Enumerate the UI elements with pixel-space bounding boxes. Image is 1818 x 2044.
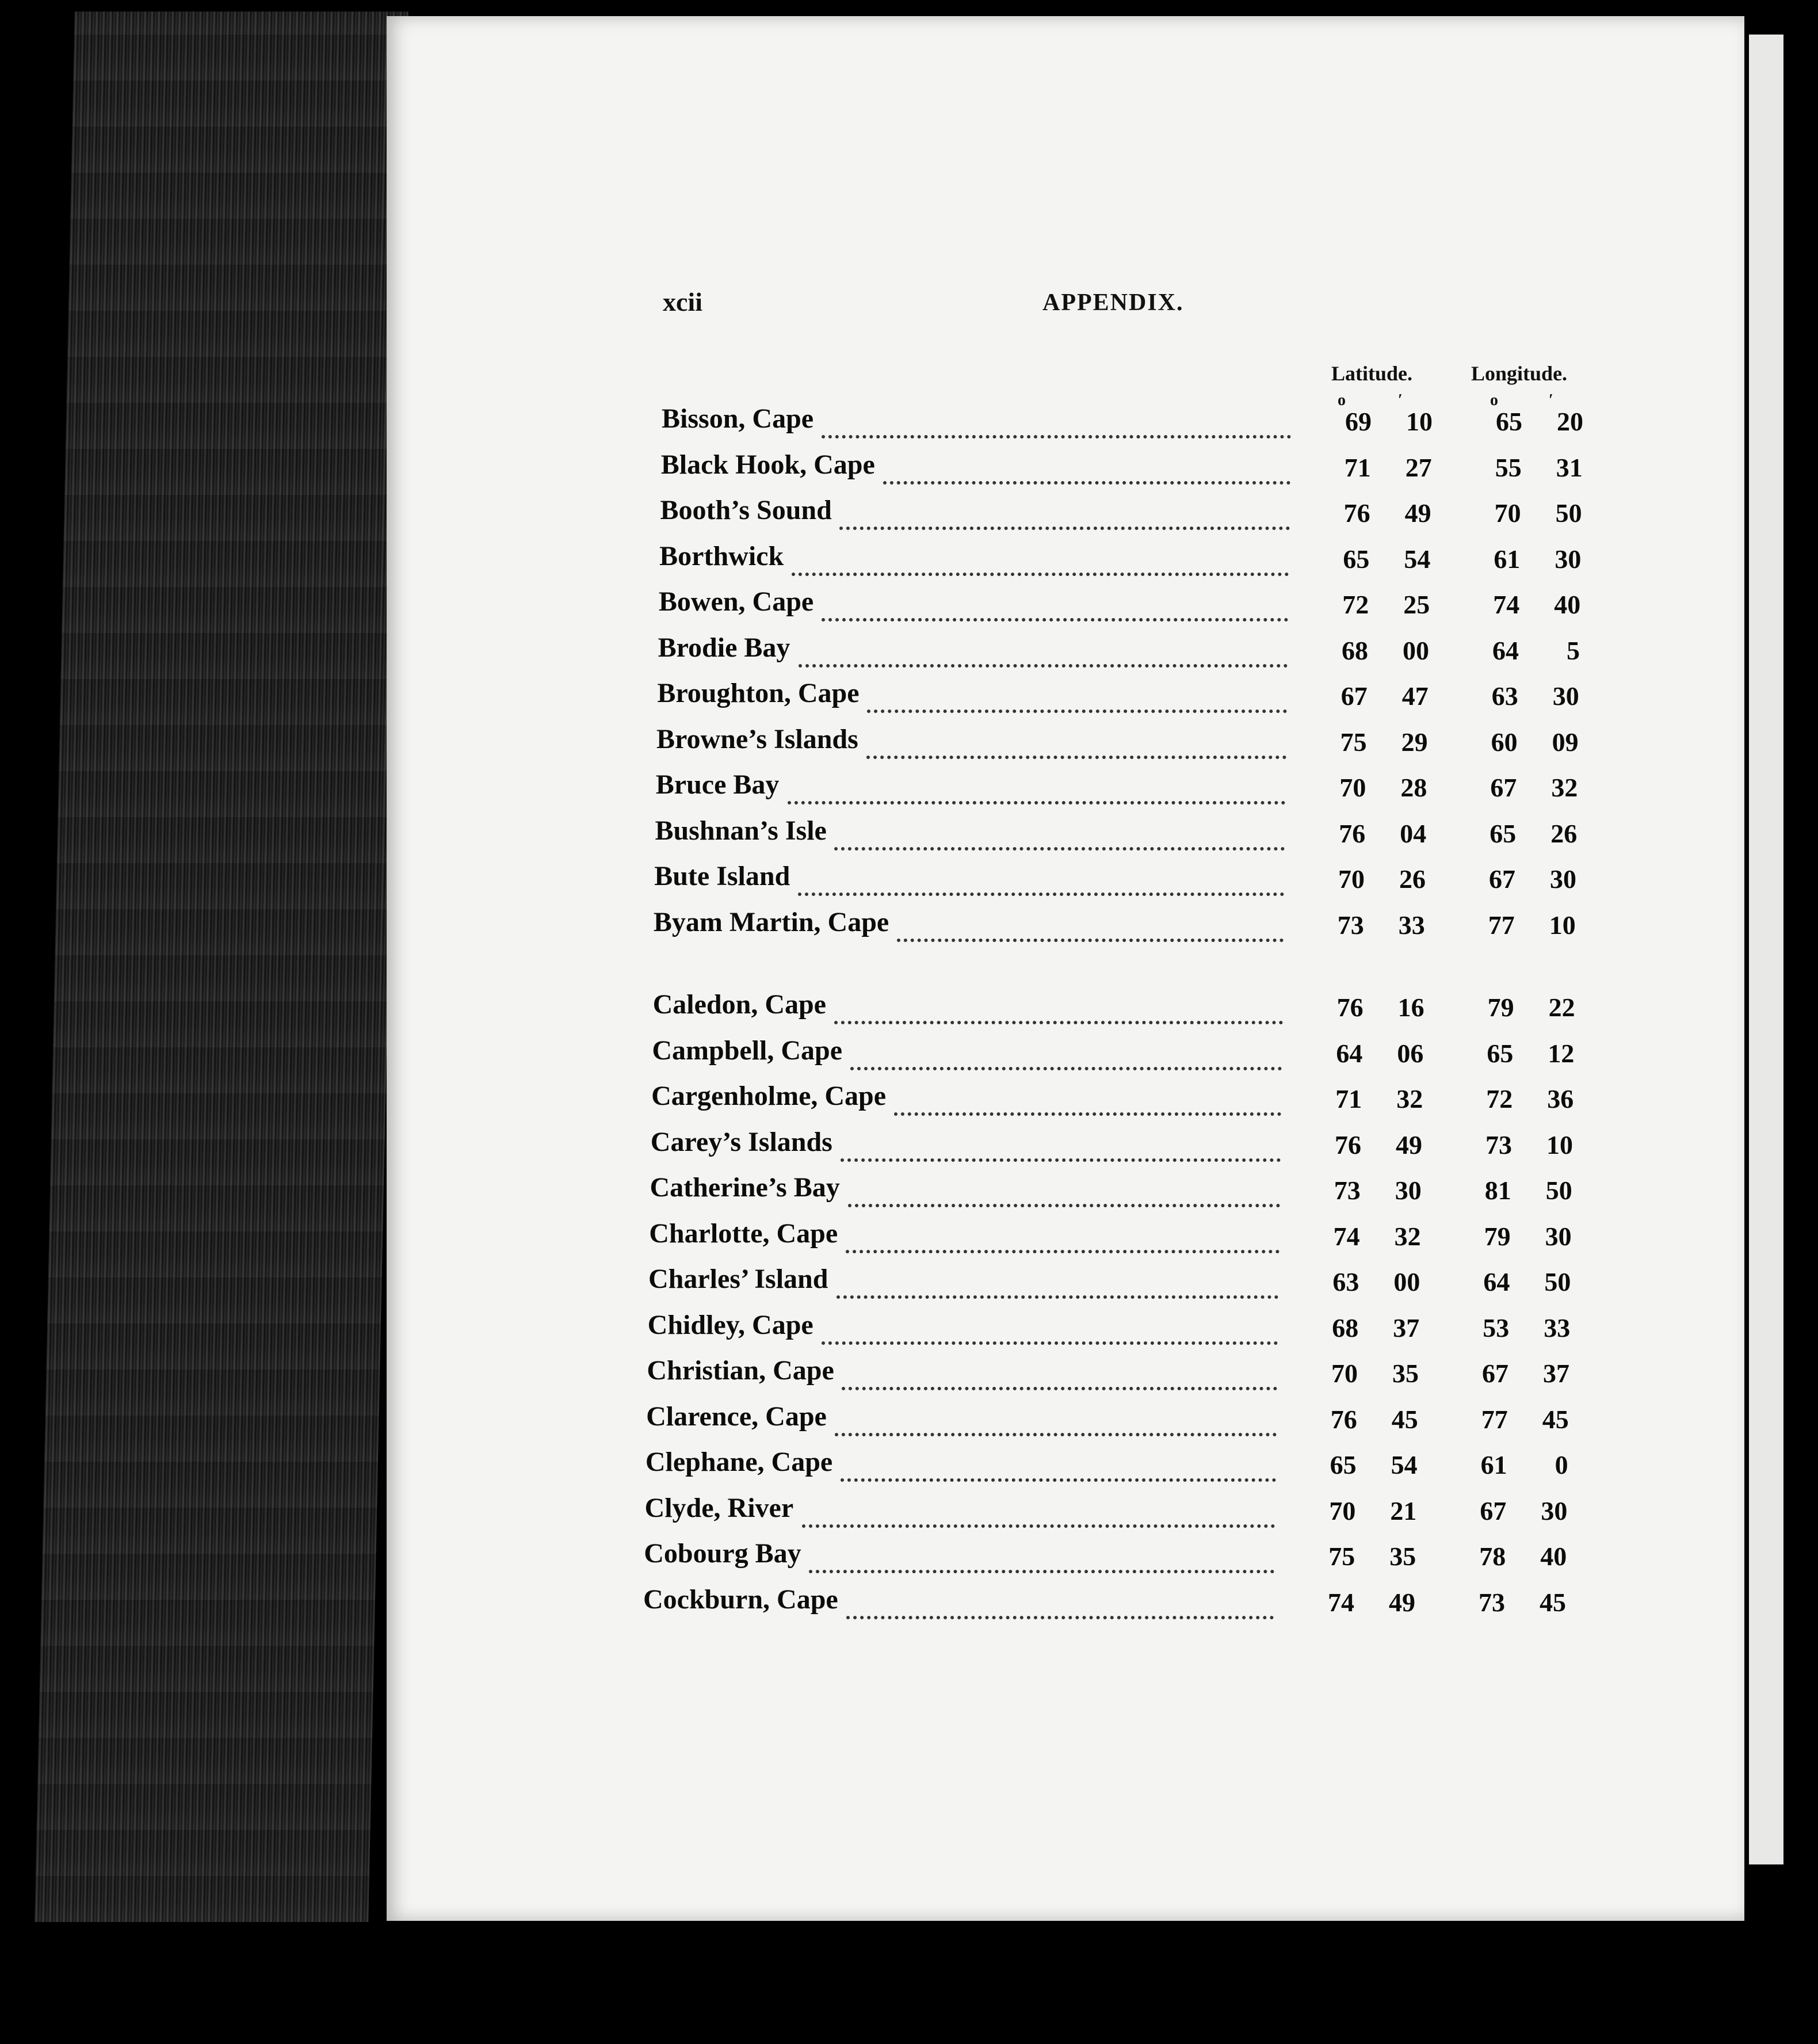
dot-leader — [850, 1035, 1282, 1070]
latitude-degrees: 70 — [1339, 773, 1366, 802]
latitude-minutes: 26 — [1399, 864, 1426, 894]
latitude-minutes: 00 — [1403, 635, 1429, 665]
longitude-minutes: 40 — [1554, 590, 1581, 619]
longitude-minutes: 30 — [1552, 681, 1579, 711]
latitude-degrees: 71 — [1344, 452, 1371, 482]
place-name: Cobourg Bay — [644, 1538, 801, 1569]
table-row — [387, 1584, 1744, 1624]
table-row — [387, 449, 1744, 489]
longitude-degrees: 65 — [1496, 407, 1522, 436]
table-row — [387, 1218, 1744, 1258]
longitude-degrees: 73 — [1485, 1130, 1512, 1160]
table-row — [387, 1263, 1744, 1303]
dot-leader — [842, 1355, 1277, 1390]
place-name: Clyde, River — [644, 1492, 794, 1523]
latitude-degrees: 74 — [1328, 1587, 1354, 1617]
dot-leader — [834, 989, 1283, 1024]
place-name: Bruce Bay — [655, 769, 780, 800]
dot-leader — [798, 860, 1284, 896]
latitude-minutes: 49 — [1389, 1587, 1415, 1617]
dot-leader — [822, 1309, 1278, 1345]
longitude-degrees: 70 — [1494, 498, 1521, 528]
dot-leader — [788, 769, 1285, 804]
latitude-degrees: 76 — [1339, 818, 1366, 848]
latitude-degrees: 73 — [1334, 1176, 1361, 1205]
table-row — [387, 769, 1744, 809]
latitude-minutes: 06 — [1397, 1038, 1424, 1068]
latitude-minutes: 21 — [1390, 1496, 1417, 1526]
latitude-minutes: 10 — [1406, 407, 1433, 436]
place-name: Clarence, Cape — [646, 1401, 827, 1432]
dot-leader — [822, 586, 1288, 621]
longitude-degrees: 65 — [1489, 818, 1517, 848]
dot-leader — [802, 1492, 1275, 1528]
longitude-degrees: 67 — [1489, 864, 1515, 894]
page-title: APPENDIX. — [1042, 289, 1184, 316]
latitude-degrees: 64 — [1336, 1038, 1363, 1068]
latitude-minutes: 04 — [1400, 818, 1427, 848]
longitude-minutes: 50 — [1544, 1267, 1571, 1296]
longitude-minutes: 10 — [1546, 1130, 1573, 1160]
longitude-minutes: 30 — [1550, 864, 1576, 894]
longitude-degrees: 63 — [1491, 681, 1518, 711]
longitude-degree-symbol: o — [1490, 391, 1498, 409]
longitude-minutes: 0 — [1555, 1450, 1568, 1479]
latitude-minutes: 45 — [1391, 1404, 1418, 1434]
latitude-header: Latitude. — [1331, 362, 1413, 385]
latitude-minutes: 35 — [1389, 1542, 1416, 1571]
longitude-degrees: 81 — [1484, 1176, 1511, 1205]
longitude-degrees: 78 — [1479, 1542, 1506, 1571]
dot-leader — [848, 1172, 1280, 1207]
table-row — [387, 1401, 1744, 1441]
table-row — [387, 586, 1744, 626]
dot-leader — [822, 403, 1291, 438]
longitude-minutes: 33 — [1544, 1313, 1571, 1343]
place-name: Bushnan’s Isle — [655, 815, 827, 846]
table-row — [387, 1126, 1744, 1166]
latitude-degrees: 75 — [1328, 1542, 1355, 1571]
longitude-degrees: 74 — [1493, 590, 1520, 619]
latitude-degrees: 67 — [1340, 681, 1368, 711]
table-row — [387, 815, 1744, 855]
dot-leader — [883, 449, 1290, 485]
latitude-degrees: 68 — [1342, 635, 1368, 665]
latitude-minutes: 49 — [1396, 1130, 1422, 1160]
table-row — [387, 989, 1744, 1029]
longitude-minutes: 30 — [1545, 1221, 1572, 1251]
place-name: Chidley, Cape — [647, 1309, 813, 1340]
longitude-degrees: 77 — [1488, 910, 1515, 940]
longitude-minutes: 12 — [1548, 1038, 1575, 1068]
dot-leader — [866, 723, 1286, 759]
place-name: Charlotte, Cape — [649, 1218, 838, 1249]
dot-leader — [841, 1126, 1281, 1162]
dot-leader — [837, 1263, 1278, 1299]
latitude-minutes: 37 — [1393, 1313, 1420, 1343]
table-row — [387, 540, 1744, 581]
latitude-minutes: 32 — [1396, 1084, 1423, 1113]
latitude-degrees: 68 — [1332, 1313, 1359, 1343]
dot-leader — [894, 1080, 1281, 1116]
page-edge-strip — [1749, 35, 1783, 1864]
place-name: Cargenholme, Cape — [651, 1081, 887, 1111]
longitude-minutes: 09 — [1552, 727, 1579, 757]
latitude-degrees: 72 — [1342, 590, 1369, 619]
latitude-degrees: 76 — [1335, 1130, 1361, 1160]
longitude-minutes: 45 — [1542, 1404, 1569, 1434]
dot-leader — [809, 1538, 1274, 1573]
column-headers — [387, 361, 1744, 407]
latitude-minutes: 25 — [1403, 590, 1430, 619]
longitude-minutes: 36 — [1547, 1084, 1574, 1113]
dot-leader — [846, 1584, 1274, 1619]
table-row — [387, 1035, 1744, 1075]
dot-leader — [841, 1446, 1276, 1482]
table-row — [387, 677, 1744, 718]
latitude-degrees: 70 — [1338, 864, 1365, 894]
longitude-degrees: 64 — [1483, 1267, 1510, 1296]
running-head — [387, 287, 1744, 333]
place-name: Borthwick — [659, 540, 784, 571]
table-row — [387, 1355, 1744, 1395]
book-page-edges — [35, 12, 408, 1922]
longitude-minutes: 26 — [1550, 818, 1578, 848]
latitude-degrees: 63 — [1332, 1267, 1359, 1296]
place-name: Charles’ Island — [648, 1264, 828, 1294]
latitude-minutes: 54 — [1404, 544, 1431, 574]
latitude-minutes: 00 — [1393, 1267, 1420, 1296]
page-number: xcii — [663, 287, 702, 316]
longitude-minutes: 5 — [1567, 635, 1580, 665]
place-name: Bowen, Cape — [658, 586, 814, 617]
longitude-degrees: 79 — [1487, 993, 1514, 1022]
table-row — [387, 403, 1744, 443]
latitude-minutes: 32 — [1394, 1221, 1421, 1251]
longitude-minutes: 20 — [1557, 407, 1583, 436]
table-row — [387, 1492, 1744, 1532]
latitude-minutes: 49 — [1404, 498, 1431, 528]
latitude-degrees: 75 — [1340, 727, 1367, 757]
table-row — [387, 632, 1744, 672]
longitude-minutes: 32 — [1551, 773, 1578, 802]
place-name: Brodie Bay — [658, 632, 790, 663]
table-row — [387, 1309, 1744, 1349]
latitude-minutes: 30 — [1395, 1176, 1422, 1205]
longitude-minutes: 31 — [1556, 452, 1583, 482]
longitude-degrees: 61 — [1494, 544, 1521, 574]
longitude-minutes: 45 — [1540, 1587, 1566, 1617]
table-row — [387, 494, 1744, 535]
longitude-degrees: 72 — [1486, 1084, 1513, 1113]
longitude-degrees: 67 — [1480, 1496, 1507, 1526]
longitude-minute-symbol: ′ — [1549, 391, 1553, 409]
table-row — [387, 1446, 1744, 1486]
table-row — [387, 723, 1744, 764]
latitude-degrees: 65 — [1343, 544, 1370, 574]
longitude-minutes: 22 — [1548, 993, 1575, 1022]
latitude-minutes: 29 — [1401, 727, 1428, 757]
latitude-degrees: 65 — [1330, 1450, 1357, 1479]
latitude-minutes: 33 — [1398, 910, 1425, 940]
latitude-degrees: 76 — [1336, 993, 1364, 1022]
longitude-degrees: 60 — [1491, 727, 1518, 757]
place-name: Browne’s Islands — [656, 723, 858, 754]
dot-leader — [792, 540, 1289, 576]
dot-leader — [839, 494, 1290, 530]
place-name: Carey’s Islands — [650, 1126, 832, 1157]
latitude-degrees: 73 — [1337, 910, 1364, 940]
longitude-degrees: 65 — [1487, 1038, 1514, 1068]
table-row — [387, 1080, 1744, 1120]
latitude-degrees: 70 — [1331, 1359, 1358, 1388]
place-name: Caledon, Cape — [652, 989, 826, 1020]
longitude-minutes: 40 — [1540, 1542, 1567, 1571]
latitude-minutes: 35 — [1392, 1359, 1419, 1388]
dot-leader — [835, 1401, 1277, 1436]
place-name: Catherine’s Bay — [650, 1172, 840, 1203]
place-name: Clephane, Cape — [645, 1447, 833, 1477]
place-name: Christian, Cape — [647, 1355, 834, 1386]
dot-leader — [867, 677, 1287, 713]
place-name: Broughton, Cape — [657, 678, 860, 708]
table-row — [387, 1172, 1744, 1212]
place-name: Byam Martin, Cape — [653, 906, 889, 937]
longitude-header: Longitude. — [1471, 362, 1568, 385]
table-row — [387, 906, 1744, 947]
dot-leader — [897, 906, 1284, 942]
latitude-degrees: 76 — [1343, 498, 1370, 528]
longitude-degrees: 77 — [1481, 1404, 1508, 1434]
latitude-minutes: 28 — [1400, 773, 1427, 802]
latitude-degree-symbol: o — [1338, 391, 1346, 409]
table-row — [387, 1538, 1744, 1578]
longitude-minutes: 30 — [1555, 544, 1582, 574]
place-name: Black Hook, Cape — [660, 449, 875, 480]
table-row — [387, 860, 1744, 901]
longitude-minutes: 30 — [1541, 1496, 1568, 1526]
latitude-degrees: 70 — [1329, 1496, 1356, 1526]
longitude-degrees: 64 — [1492, 635, 1519, 665]
book-page — [387, 16, 1744, 1921]
place-name: Cockburn, Cape — [643, 1584, 838, 1615]
latitude-minutes: 16 — [1397, 993, 1424, 1022]
longitude-minutes: 37 — [1543, 1359, 1569, 1388]
longitude-minutes: 50 — [1545, 1176, 1572, 1205]
longitude-degrees: 67 — [1490, 773, 1517, 802]
longitude-degrees: 67 — [1482, 1359, 1508, 1388]
longitude-minutes: 10 — [1549, 910, 1576, 940]
longitude-minutes: 50 — [1555, 498, 1582, 528]
latitude-minutes: 27 — [1405, 452, 1432, 482]
latitude-degrees: 71 — [1335, 1084, 1362, 1113]
dot-leader — [846, 1218, 1280, 1253]
place-name: Booth’s Sound — [660, 495, 832, 525]
longitude-degrees: 61 — [1480, 1450, 1507, 1479]
place-name: Bisson, Cape — [662, 403, 814, 434]
latitude-minute-symbol: ′ — [1398, 391, 1403, 409]
latitude-degrees: 74 — [1333, 1221, 1360, 1251]
dot-leader — [799, 632, 1288, 668]
dot-leader — [834, 815, 1285, 851]
longitude-degrees: 53 — [1483, 1313, 1510, 1343]
place-name: Campbell, Cape — [652, 1035, 843, 1066]
latitude-degrees: 69 — [1345, 407, 1372, 436]
longitude-degrees: 55 — [1495, 452, 1522, 482]
latitude-minutes: 54 — [1391, 1450, 1418, 1479]
latitude-minutes: 47 — [1401, 681, 1429, 711]
latitude-degrees: 76 — [1330, 1404, 1357, 1434]
longitude-degrees: 79 — [1484, 1221, 1511, 1251]
place-name: Bute Island — [654, 861, 790, 891]
longitude-degrees: 73 — [1479, 1587, 1505, 1617]
